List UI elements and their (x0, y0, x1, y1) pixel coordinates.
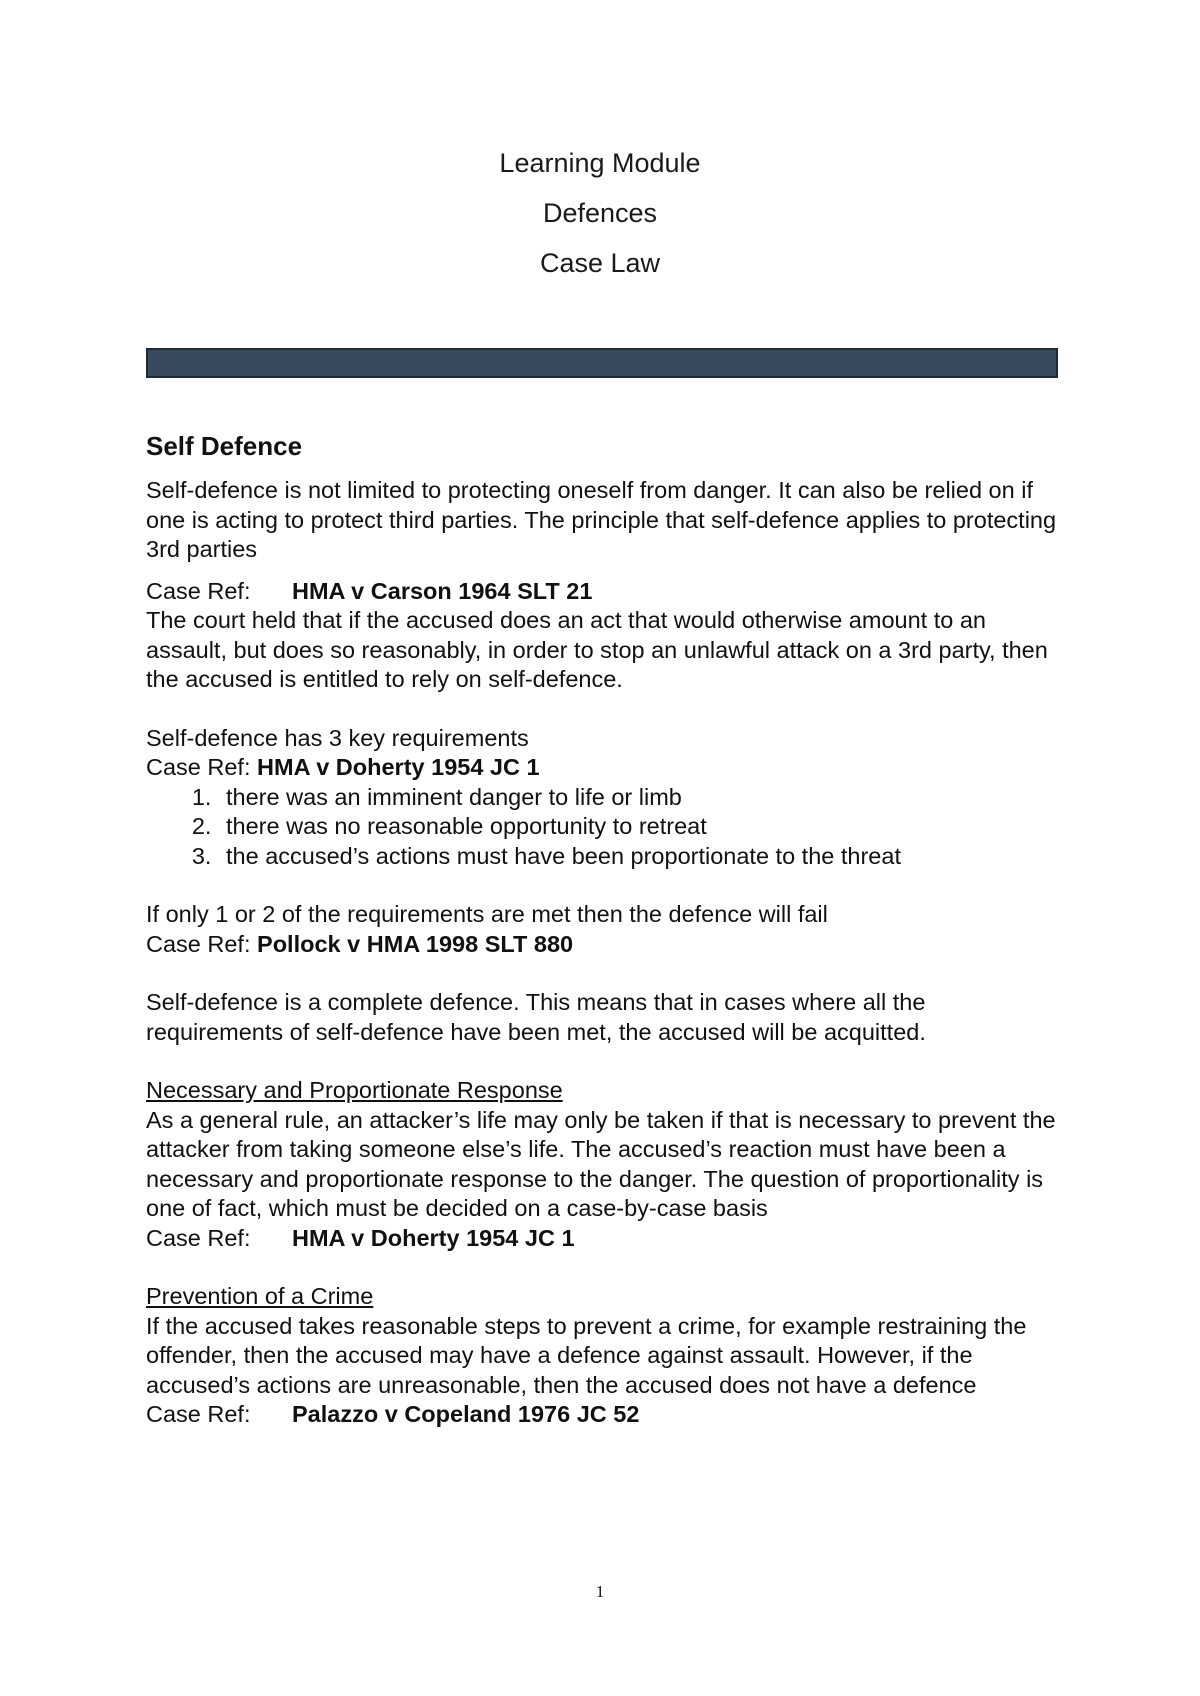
case-ref-label: Case Ref: (146, 754, 258, 780)
complete-defence-paragraph: Self-defence is a complete defence. This means that in cases where all the requirements of self-defence have been met, the accused will be acquitted. (146, 989, 926, 1045)
case-ref-doherty (146, 753, 1066, 783)
list-item: 1. there was an imminent danger to life or limb (218, 783, 1066, 813)
intro-paragraph: Self-defence is not limited to protecting oneself from danger. It can also be relied on if one is acting to protect third parties. The principle that self-defence applies to protecting 3rd parties (146, 477, 1057, 562)
case-ref-prevention (146, 1400, 1066, 1430)
case-ref-label: Case Ref: (146, 1401, 251, 1427)
case-ref-label: Case Ref: (146, 1224, 251, 1251)
case-ref-label: Case Ref: (146, 930, 258, 957)
page-number: 1 (595, 1582, 605, 1601)
case-ref-carson (146, 577, 1066, 607)
case-citation: HMA v Doherty 1954 JC 1 (257, 754, 540, 780)
case-citation: Palazzo v Copeland 1976 JC 52 (292, 1401, 640, 1427)
list-item: 2. there was no reasonable opportunity to retreat (218, 812, 1066, 842)
case-ref-label: Case Ref: (146, 577, 251, 604)
section-heading: Self Defence (146, 431, 303, 461)
case-citation: HMA v Doherty 1954 JC 1 (292, 1224, 575, 1251)
necessary-paragraph: As a general rule, an attacker’s life may only be taken if that is necessary to prevent the attacker from taking someone else’s life. The accused’s reaction must have been a necessary and proportionate response to the danger. The question of proportionality is one of fact, which must be decided on a case-by-case basis (146, 1106, 1056, 1221)
case-citation: Pollock v HMA 1998 SLT 880 (257, 930, 574, 957)
prevention-heading: Prevention of a Crime (146, 1283, 374, 1309)
necessary-heading: Necessary and Proportionate Response (146, 1077, 563, 1103)
header-title: Learning Module (499, 148, 701, 178)
case-ref-pollock (146, 930, 1066, 960)
document-body (146, 430, 1066, 1430)
case-citation: HMA v Carson 1964 SLT 21 (292, 577, 593, 604)
header-case-law: Case Law (539, 248, 661, 278)
section-banner (146, 348, 1058, 378)
requirements-list (146, 783, 1066, 872)
carson-paragraph: The court held that if the accused does an act that would otherwise amount to an assault, but does so reasonably, in order to stop an unlawful attack on a 3rd party, then the accused is entitled to rely on self-defence. (146, 607, 1048, 692)
fail-paragraph: If only 1 or 2 of the requirements are met then the defence will fail (146, 901, 828, 927)
case-ref-necessary (146, 1224, 1066, 1254)
requirements-intro: Self-defence has 3 key requirements (146, 724, 529, 751)
list-item: 3. the accused’s actions must have been proportionate to the threat (218, 842, 1066, 872)
header-subtitle: Defences (542, 198, 658, 228)
prevention-paragraph: If the accused takes reasonable steps to prevent a crime, for example restraining the offender, then the accused may have a defence against assault. However, if the accused’s actions are unreasonable, then the accused does not have a defence (146, 1312, 1027, 1398)
